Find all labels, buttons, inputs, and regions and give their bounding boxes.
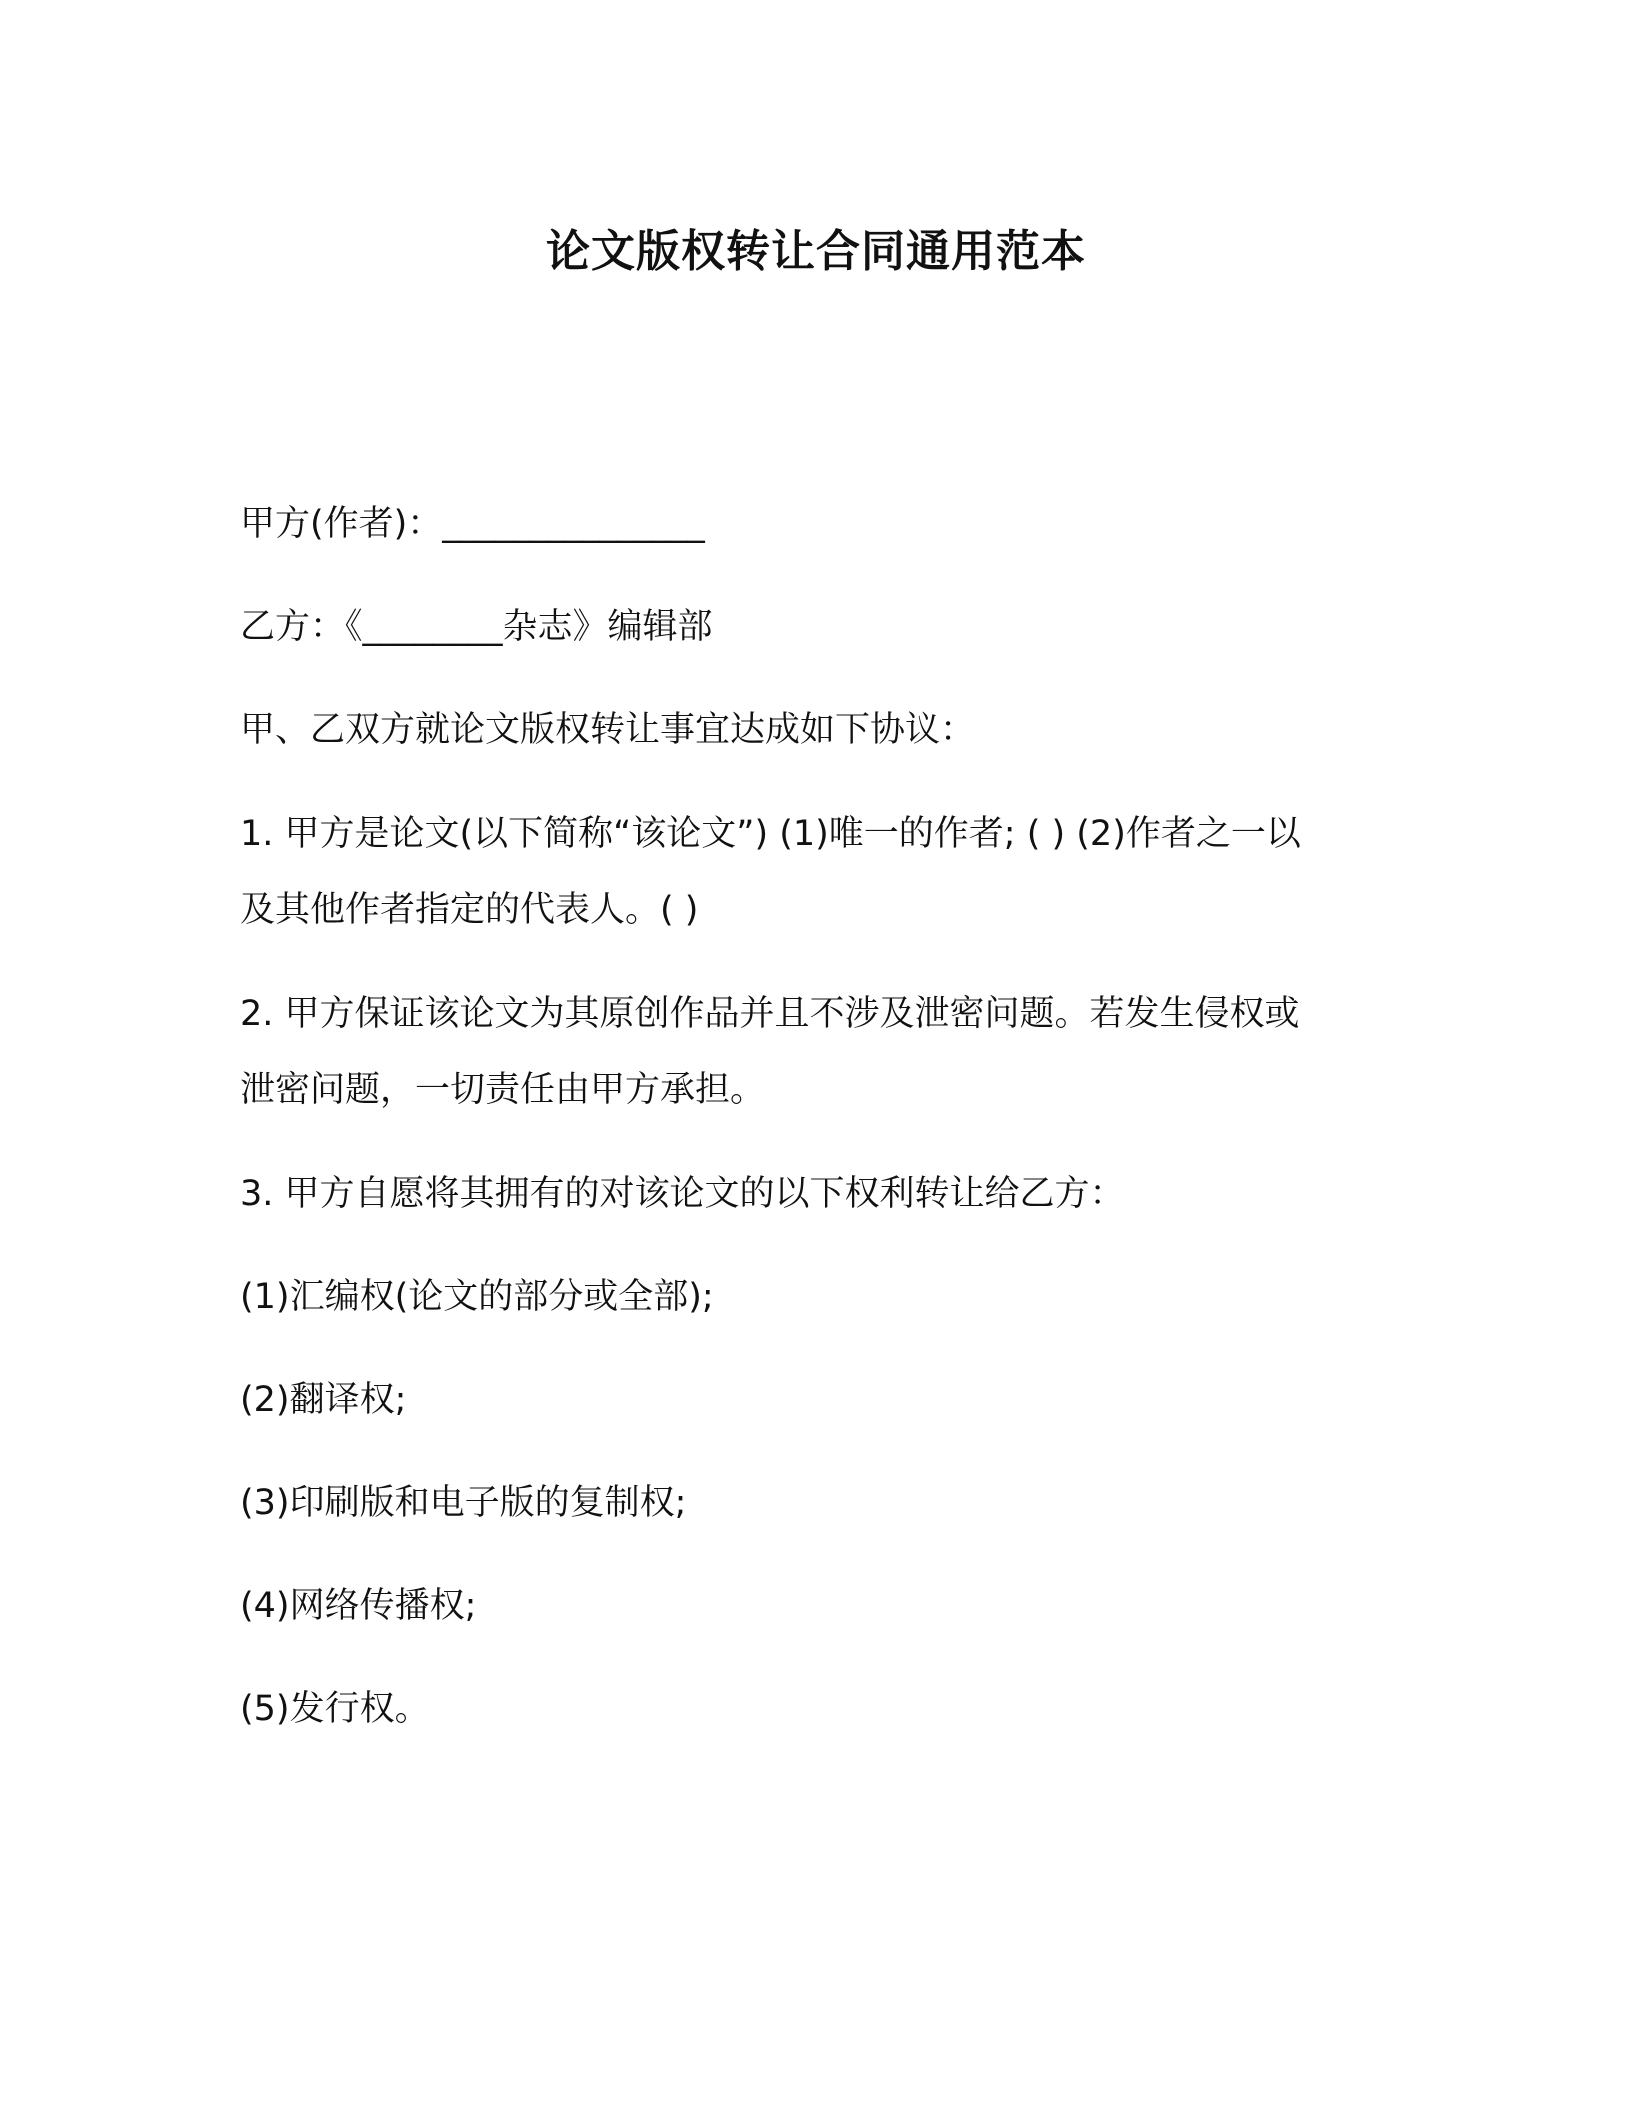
clause-3: 3. 甲方自愿将其拥有的对该论文的以下权利转让给乙方： — [240, 1174, 1125, 1214]
right-item-1: (1)汇编权(论文的部分或全部); — [240, 1277, 714, 1317]
preamble: 甲、乙双方就论文版权转让事宜达成如下协议： — [240, 710, 976, 750]
party-a-line: 甲方(作者)：_______________ — [240, 504, 705, 544]
clause-1-line-1: 1. 甲方是论文(以下简称“该论文”) (1)唯一的作者; ( ) (2)作者之一以 — [240, 814, 1301, 854]
right-item-3: (3)印刷版和电子版的复制权; — [240, 1483, 687, 1523]
document-title: 论文版权转让合同通用范本 — [546, 226, 1086, 277]
party-b-line: 乙方：《________杂志》编辑部 — [240, 607, 713, 647]
clause-1-line-2: 及其他作者指定的代表人。( ) — [240, 890, 699, 930]
clause-2-line-2: 泄密问题，一切责任由甲方承担。 — [240, 1070, 766, 1110]
clause-2-line-1: 2. 甲方保证该论文为其原创作品并且不涉及泄密问题。若发生侵权或 — [240, 994, 1300, 1034]
right-item-4: (4)网络传播权; — [240, 1586, 477, 1626]
right-item-2: (2)翻译权; — [240, 1380, 407, 1420]
right-item-5: (5)发行权。 — [240, 1689, 430, 1729]
